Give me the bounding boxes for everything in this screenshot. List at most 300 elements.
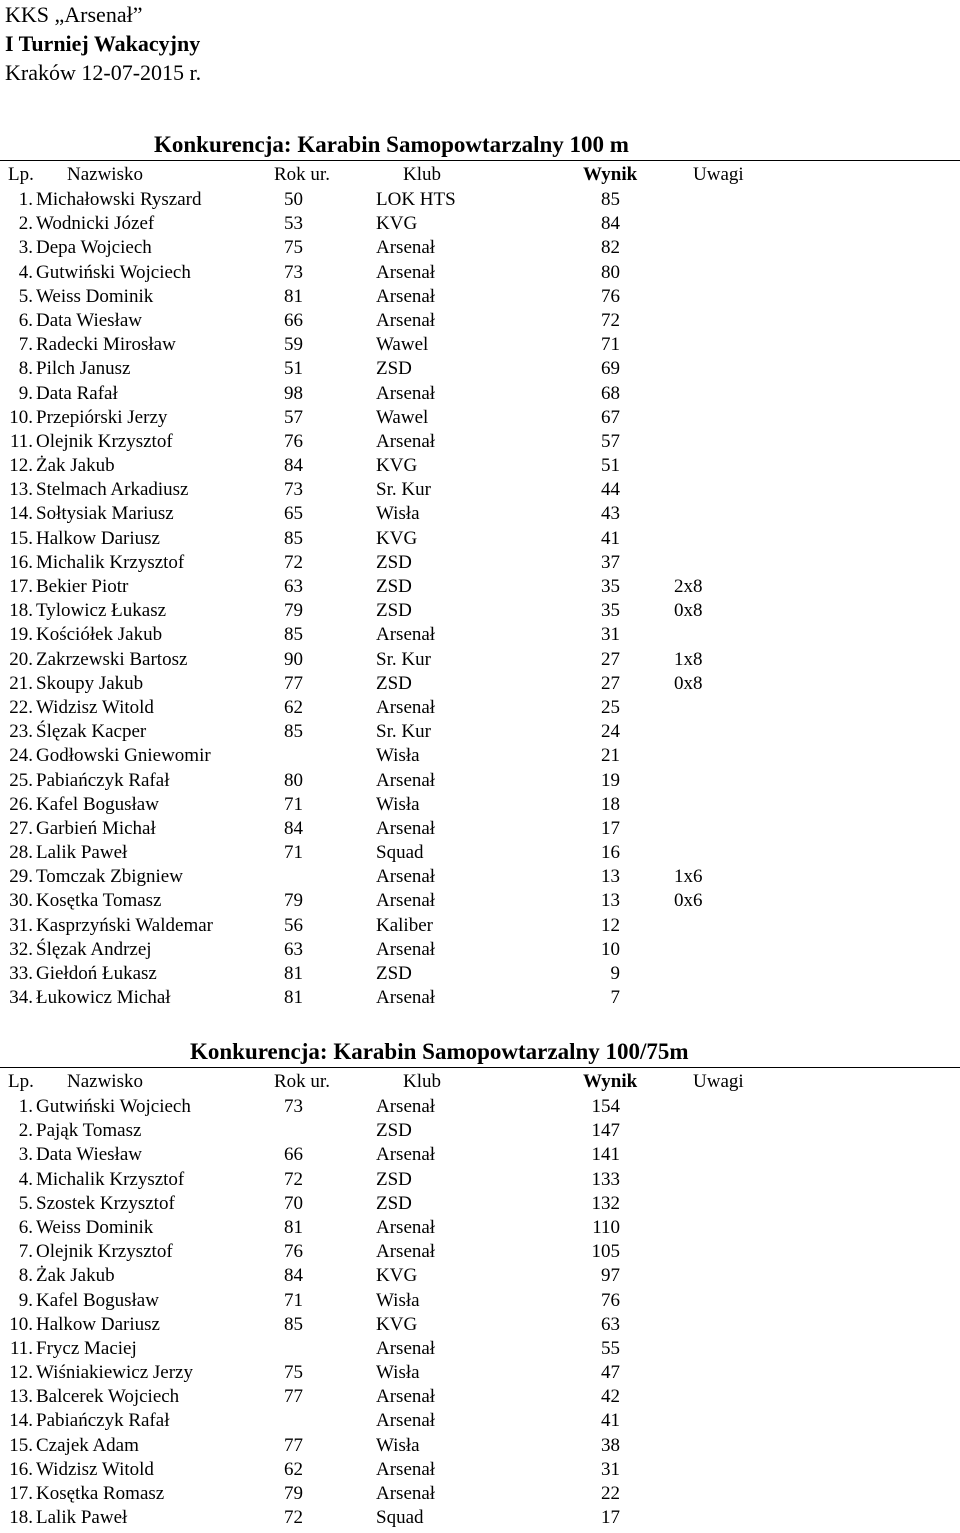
row-lp: 34. bbox=[9, 987, 33, 1009]
row-score: 82 bbox=[601, 237, 620, 259]
row-year: 73 bbox=[284, 261, 303, 283]
row-lp: 21. bbox=[9, 672, 33, 694]
row-club: Arsenał bbox=[376, 261, 436, 283]
table-row bbox=[0, 986, 960, 1010]
table-row bbox=[0, 406, 960, 430]
row-club: Sr. Kur bbox=[376, 648, 431, 670]
row-note: 1x8 bbox=[674, 648, 703, 670]
table-row bbox=[0, 527, 960, 551]
row-year: 65 bbox=[284, 503, 303, 525]
row-year: 59 bbox=[284, 334, 303, 356]
row-club: Wisła bbox=[376, 503, 420, 525]
row-score: 63 bbox=[601, 1313, 620, 1335]
row-lp: 14. bbox=[9, 503, 33, 525]
row-score: 13 bbox=[601, 866, 620, 888]
row-lp: 2. bbox=[18, 1120, 33, 1142]
row-name: Lalik Paweł bbox=[36, 842, 128, 864]
row-lp: 22. bbox=[9, 696, 33, 718]
row-lp: 32. bbox=[9, 938, 33, 960]
row-lp: 4. bbox=[18, 1168, 33, 1190]
row-club: Arsenał bbox=[376, 1386, 436, 1408]
row-name: Sołtysiak Mariusz bbox=[36, 503, 174, 525]
row-score: 12 bbox=[601, 914, 620, 936]
row-score: 13 bbox=[601, 890, 620, 912]
row-name: Gutwiński Wojciech bbox=[36, 1096, 191, 1117]
row-club: Wisła bbox=[376, 1362, 420, 1384]
place-date: Kraków 12-07-2015 r. bbox=[5, 60, 202, 85]
event-title: I Turniej Wakacyjny bbox=[5, 31, 201, 56]
row-lp: 10. bbox=[9, 1313, 33, 1335]
row-lp: 8. bbox=[18, 358, 33, 380]
row-score: 37 bbox=[601, 551, 620, 573]
header-name: Nazwisko bbox=[67, 164, 143, 185]
row-lp: 14. bbox=[9, 1410, 33, 1432]
table-row bbox=[0, 309, 960, 333]
row-club: Arsenał bbox=[376, 696, 436, 718]
row-score: 10 bbox=[601, 938, 620, 960]
row-year: 72 bbox=[284, 1168, 303, 1190]
row-score: 97 bbox=[601, 1265, 620, 1287]
row-lp: 31. bbox=[9, 914, 33, 936]
table-row bbox=[0, 1313, 960, 1337]
row-score: 27 bbox=[601, 648, 620, 670]
row-score: 25 bbox=[601, 696, 620, 718]
row-score: 132 bbox=[591, 1192, 620, 1214]
row-club: Sr. Kur bbox=[376, 479, 431, 501]
row-club: Wisła bbox=[376, 793, 420, 815]
row-score: 16 bbox=[601, 842, 620, 864]
table-row bbox=[0, 1216, 960, 1240]
row-score: 44 bbox=[601, 479, 620, 501]
row-club: Arsenał bbox=[376, 1458, 436, 1480]
row-name: Radecki Mirosław bbox=[36, 334, 176, 356]
row-club: ZSD bbox=[376, 1120, 412, 1142]
row-year: 63 bbox=[284, 938, 303, 960]
row-year: 62 bbox=[284, 1458, 303, 1480]
row-year: 77 bbox=[284, 672, 303, 694]
row-name: Godłowski Gniewomir bbox=[36, 745, 211, 767]
row-score: 67 bbox=[601, 406, 620, 428]
row-score: 38 bbox=[601, 1434, 620, 1456]
row-name: Halkow Dariusz bbox=[36, 527, 160, 549]
row-club: Sr. Kur bbox=[376, 721, 431, 743]
row-lp: 3. bbox=[18, 1144, 33, 1166]
row-lp: 8. bbox=[18, 1265, 33, 1287]
row-name: Przepiórski Jerzy bbox=[36, 406, 168, 428]
row-name: Żak Jakub bbox=[36, 455, 115, 477]
row-year: 72 bbox=[284, 1507, 303, 1529]
row-lp: 1. bbox=[18, 1096, 33, 1117]
row-name: Olejnik Krzysztof bbox=[36, 430, 173, 452]
table-row bbox=[0, 623, 960, 647]
row-year: 80 bbox=[284, 769, 303, 791]
row-year: 66 bbox=[284, 1144, 303, 1166]
table-row bbox=[0, 188, 960, 212]
row-lp: 15. bbox=[9, 527, 33, 549]
row-club: Arsenał bbox=[376, 1216, 436, 1238]
table-row bbox=[0, 430, 960, 454]
row-name: Olejnik Krzysztof bbox=[36, 1241, 173, 1263]
row-score: 9 bbox=[610, 963, 620, 984]
table-row bbox=[0, 744, 960, 768]
row-note: 2x8 bbox=[674, 576, 703, 597]
row-club: Arsenał bbox=[376, 817, 436, 839]
table-row bbox=[0, 914, 960, 938]
table-row bbox=[0, 285, 960, 309]
row-name: Ślęzak Andrzej bbox=[36, 938, 152, 960]
row-year: 77 bbox=[284, 1386, 303, 1408]
row-year: 53 bbox=[284, 213, 303, 235]
row-club: Wisła bbox=[376, 1289, 420, 1311]
row-name: Weiss Dominik bbox=[36, 285, 154, 307]
row-club: Arsenał bbox=[376, 866, 436, 888]
table-row bbox=[0, 1337, 960, 1361]
row-name: Kościółek Jakub bbox=[36, 624, 163, 646]
header-note: Uwagi bbox=[693, 164, 744, 185]
row-name: Pająk Tomasz bbox=[36, 1120, 142, 1142]
row-lp: 12. bbox=[9, 1362, 33, 1384]
header-year: Rok ur. bbox=[274, 164, 330, 185]
table-row bbox=[0, 599, 960, 623]
row-note: 0x8 bbox=[674, 672, 703, 694]
row-year: 56 bbox=[284, 914, 303, 936]
header-note: Uwagi bbox=[693, 1071, 744, 1092]
row-year: 72 bbox=[284, 551, 303, 573]
row-lp: 25. bbox=[9, 769, 33, 791]
row-year: 75 bbox=[284, 237, 303, 259]
row-score: 22 bbox=[601, 1483, 620, 1504]
row-club: Arsenał bbox=[376, 1337, 436, 1359]
row-year: 50 bbox=[284, 189, 303, 210]
row-lp: 12. bbox=[9, 455, 33, 477]
row-lp: 16. bbox=[9, 551, 33, 573]
table-row bbox=[0, 1458, 960, 1482]
row-name: Michalik Krzysztof bbox=[36, 551, 185, 573]
row-score: 72 bbox=[601, 309, 620, 331]
row-name: Bekier Piotr bbox=[36, 576, 129, 597]
row-club: KVG bbox=[376, 1265, 418, 1287]
row-name: Żak Jakub bbox=[36, 1265, 115, 1287]
row-note: 0x6 bbox=[674, 890, 703, 912]
row-name: Michałowski Ryszard bbox=[36, 189, 202, 210]
row-lp: 23. bbox=[9, 721, 33, 743]
row-name: Tomczak Zbigniew bbox=[36, 866, 183, 888]
row-name: Ślęzak Kacper bbox=[36, 721, 147, 743]
row-score: 24 bbox=[601, 721, 620, 743]
row-club: Arsenał bbox=[376, 309, 436, 331]
row-year: 79 bbox=[284, 600, 303, 622]
table-row bbox=[0, 841, 960, 865]
row-note: 0x8 bbox=[674, 600, 703, 622]
row-year: 57 bbox=[284, 406, 303, 428]
row-year: 85 bbox=[284, 1313, 303, 1335]
row-lp: 18. bbox=[9, 600, 33, 622]
row-year: 66 bbox=[284, 309, 303, 331]
table-row bbox=[0, 962, 960, 986]
row-score: 57 bbox=[601, 430, 620, 452]
header-club: Klub bbox=[403, 164, 441, 185]
row-lp: 13. bbox=[9, 1386, 33, 1408]
row-name: Pabiańczyk Rafał bbox=[36, 769, 170, 791]
row-club: ZSD bbox=[376, 358, 412, 380]
row-name: Widzisz Witold bbox=[36, 696, 154, 718]
row-club: Arsenał bbox=[376, 285, 436, 307]
row-score: 76 bbox=[601, 1289, 620, 1311]
row-lp: 6. bbox=[18, 1216, 33, 1238]
table-row bbox=[0, 1409, 960, 1433]
row-name: Pabiańczyk Rafał bbox=[36, 1410, 170, 1432]
row-lp: 17. bbox=[9, 1483, 33, 1504]
row-year: 81 bbox=[284, 1216, 303, 1238]
row-name: Kafel Bogusław bbox=[36, 793, 159, 815]
row-name: Weiss Dominik bbox=[36, 1216, 154, 1238]
row-score: 18 bbox=[601, 793, 620, 815]
table-row bbox=[0, 1192, 960, 1216]
table-row bbox=[0, 575, 960, 599]
row-club: Arsenał bbox=[376, 430, 436, 452]
row-year: 73 bbox=[284, 479, 303, 501]
row-name: Kafel Bogusław bbox=[36, 1289, 159, 1311]
results-section-100m bbox=[0, 130, 960, 1010]
row-score: 47 bbox=[601, 1362, 620, 1384]
row-lp: 28. bbox=[9, 842, 33, 864]
section-title-text: Konkurencja: Karabin Samopowtarzalny 100 m bbox=[154, 132, 629, 157]
results-table bbox=[0, 1095, 960, 1530]
row-year: 62 bbox=[284, 696, 303, 718]
table-row bbox=[0, 333, 960, 357]
row-score: 68 bbox=[601, 382, 620, 404]
row-year: 81 bbox=[284, 285, 303, 307]
table-row bbox=[0, 1168, 960, 1192]
results-section-100-75m bbox=[0, 1037, 960, 1530]
row-name: Łukowicz Michał bbox=[36, 987, 171, 1009]
row-club: LOK HTS bbox=[376, 189, 456, 210]
row-lp: 9. bbox=[18, 382, 33, 404]
row-year: 79 bbox=[284, 1483, 303, 1504]
row-note: 1x6 bbox=[674, 866, 703, 888]
row-name: Widzisz Witold bbox=[36, 1458, 154, 1480]
row-club: ZSD bbox=[376, 576, 412, 597]
row-name: Pilch Janusz bbox=[36, 358, 131, 380]
row-club: KVG bbox=[376, 527, 418, 549]
table-row bbox=[0, 769, 960, 793]
club-name: KKS „Arsenał” bbox=[5, 2, 143, 27]
table-row bbox=[0, 793, 960, 817]
row-year: 85 bbox=[284, 527, 303, 549]
table-row bbox=[0, 938, 960, 962]
table-row bbox=[0, 1240, 960, 1264]
row-name: Frycz Maciej bbox=[36, 1337, 137, 1359]
table-row bbox=[0, 382, 960, 406]
row-score: 133 bbox=[591, 1168, 620, 1190]
document-header bbox=[5, 0, 201, 87]
row-lp: 6. bbox=[18, 309, 33, 331]
row-lp: 16. bbox=[9, 1458, 33, 1480]
table-row bbox=[0, 236, 960, 260]
table-row bbox=[0, 672, 960, 696]
row-club: Wawel bbox=[376, 334, 429, 356]
row-score: 84 bbox=[601, 213, 620, 235]
row-club: Arsenał bbox=[376, 1241, 436, 1263]
row-lp: 30. bbox=[9, 890, 33, 912]
row-lp: 5. bbox=[18, 285, 33, 307]
row-score: 7 bbox=[610, 987, 620, 1009]
row-name: Michalik Krzysztof bbox=[36, 1168, 185, 1190]
row-name: Czajek Adam bbox=[36, 1434, 139, 1456]
row-club: KVG bbox=[376, 1313, 418, 1335]
row-lp: 29. bbox=[9, 866, 33, 888]
table-row bbox=[0, 1506, 960, 1530]
row-score: 80 bbox=[601, 261, 620, 283]
section-title bbox=[0, 130, 960, 160]
row-lp: 10. bbox=[9, 406, 33, 428]
row-lp: 27. bbox=[9, 817, 33, 839]
row-score: 17 bbox=[601, 1507, 620, 1529]
row-club: ZSD bbox=[376, 1168, 412, 1190]
row-score: 55 bbox=[601, 1337, 620, 1359]
row-club: Arsenał bbox=[376, 1410, 436, 1432]
row-club: Arsenał bbox=[376, 1483, 436, 1504]
row-year: 63 bbox=[284, 576, 303, 597]
row-lp: 9. bbox=[18, 1289, 33, 1311]
row-score: 154 bbox=[591, 1096, 620, 1117]
table-row bbox=[0, 212, 960, 236]
row-club: Wisła bbox=[376, 745, 420, 767]
row-year: 76 bbox=[284, 430, 303, 452]
table-row bbox=[0, 357, 960, 381]
row-score: 85 bbox=[601, 189, 620, 210]
row-year: 81 bbox=[284, 987, 303, 1009]
row-score: 51 bbox=[601, 455, 620, 477]
row-lp: 26. bbox=[9, 793, 33, 815]
row-club: KVG bbox=[376, 213, 418, 235]
row-club: ZSD bbox=[376, 600, 412, 622]
row-lp: 3. bbox=[18, 237, 33, 259]
row-lp: 2. bbox=[18, 213, 33, 235]
row-club: Arsenał bbox=[376, 382, 436, 404]
table-row bbox=[0, 889, 960, 913]
row-score: 105 bbox=[591, 1241, 620, 1263]
row-year: 51 bbox=[284, 358, 303, 380]
row-lp: 17. bbox=[9, 576, 33, 597]
row-year: 85 bbox=[284, 624, 303, 646]
row-score: 27 bbox=[601, 672, 620, 694]
row-club: Squad bbox=[376, 1507, 424, 1529]
row-score: 147 bbox=[591, 1120, 620, 1142]
row-name: Data Wiesław bbox=[36, 309, 142, 331]
table-row bbox=[0, 478, 960, 502]
row-club: Wisła bbox=[376, 1434, 420, 1456]
row-lp: 7. bbox=[18, 1241, 33, 1263]
table-row bbox=[0, 1264, 960, 1288]
table-row bbox=[0, 648, 960, 672]
row-club: Arsenał bbox=[376, 624, 436, 646]
row-name: Kosętka Tomasz bbox=[36, 890, 162, 912]
row-score: 71 bbox=[601, 334, 620, 356]
table-row bbox=[0, 817, 960, 841]
row-club: Arsenał bbox=[376, 987, 436, 1009]
row-year: 84 bbox=[284, 455, 303, 477]
row-name: Balcerek Wojciech bbox=[36, 1386, 180, 1408]
row-year: 70 bbox=[284, 1192, 303, 1214]
column-headers bbox=[0, 160, 960, 188]
row-club: ZSD bbox=[376, 1192, 412, 1214]
row-lp: 11. bbox=[9, 1337, 33, 1359]
header-score: Wynik bbox=[583, 164, 638, 185]
row-score: 21 bbox=[601, 745, 620, 767]
row-score: 19 bbox=[601, 769, 620, 791]
row-club: ZSD bbox=[376, 963, 412, 984]
row-lp: 24. bbox=[9, 745, 33, 767]
row-year: 71 bbox=[284, 842, 303, 864]
row-club: Arsenał bbox=[376, 1096, 436, 1117]
row-club: Arsenał bbox=[376, 890, 436, 912]
header-lp: Lp. bbox=[8, 164, 34, 185]
row-name: Kosętka Romasz bbox=[36, 1483, 165, 1504]
header-year: Rok ur. bbox=[274, 1071, 330, 1092]
table-row bbox=[0, 1385, 960, 1409]
row-name: Data Rafał bbox=[36, 382, 118, 404]
row-name: Skoupy Jakub bbox=[36, 672, 144, 694]
row-lp: 18. bbox=[9, 1507, 33, 1529]
row-score: 35 bbox=[601, 600, 620, 622]
row-lp: 11. bbox=[9, 430, 33, 452]
row-year: 98 bbox=[284, 382, 303, 404]
header-lp: Lp. bbox=[8, 1071, 34, 1092]
row-score: 31 bbox=[601, 1458, 620, 1480]
row-score: 110 bbox=[592, 1216, 620, 1238]
row-year: 75 bbox=[284, 1362, 303, 1384]
row-name: Depa Wojciech bbox=[36, 237, 152, 259]
row-year: 84 bbox=[284, 817, 303, 839]
row-name: Halkow Dariusz bbox=[36, 1313, 160, 1335]
row-name: Gutwiński Wojciech bbox=[36, 261, 191, 283]
table-row bbox=[0, 261, 960, 285]
row-lp: 7. bbox=[18, 334, 33, 356]
row-year: 73 bbox=[284, 1096, 303, 1117]
row-year: 79 bbox=[284, 890, 303, 912]
table-row bbox=[0, 1289, 960, 1313]
row-year: 71 bbox=[284, 1289, 303, 1311]
results-table bbox=[0, 188, 960, 1010]
header-score: Wynik bbox=[583, 1071, 638, 1092]
row-lp: 4. bbox=[18, 261, 33, 283]
row-score: 35 bbox=[601, 576, 620, 597]
row-name: Zakrzewski Bartosz bbox=[36, 648, 188, 670]
row-lp: 19. bbox=[9, 624, 33, 646]
row-score: 42 bbox=[601, 1386, 620, 1408]
table-row bbox=[0, 551, 960, 575]
row-club: Squad bbox=[376, 842, 424, 864]
row-name: Wodnicki Józef bbox=[36, 213, 155, 235]
row-name: Stelmach Arkadiusz bbox=[36, 479, 189, 501]
row-score: 41 bbox=[601, 1410, 620, 1432]
row-club: KVG bbox=[376, 455, 418, 477]
row-club: ZSD bbox=[376, 551, 412, 573]
row-club: Arsenał bbox=[376, 237, 436, 259]
row-score: 43 bbox=[601, 503, 620, 525]
row-lp: 33. bbox=[9, 963, 33, 984]
row-name: Lalik Paweł bbox=[36, 1507, 128, 1529]
row-score: 41 bbox=[601, 527, 620, 549]
row-lp: 20. bbox=[9, 648, 33, 670]
row-club: Arsenał bbox=[376, 938, 436, 960]
section-title bbox=[0, 1037, 960, 1067]
row-score: 17 bbox=[601, 817, 620, 839]
row-year: 81 bbox=[284, 963, 303, 984]
row-year: 85 bbox=[284, 721, 303, 743]
header-name: Nazwisko bbox=[67, 1071, 143, 1092]
